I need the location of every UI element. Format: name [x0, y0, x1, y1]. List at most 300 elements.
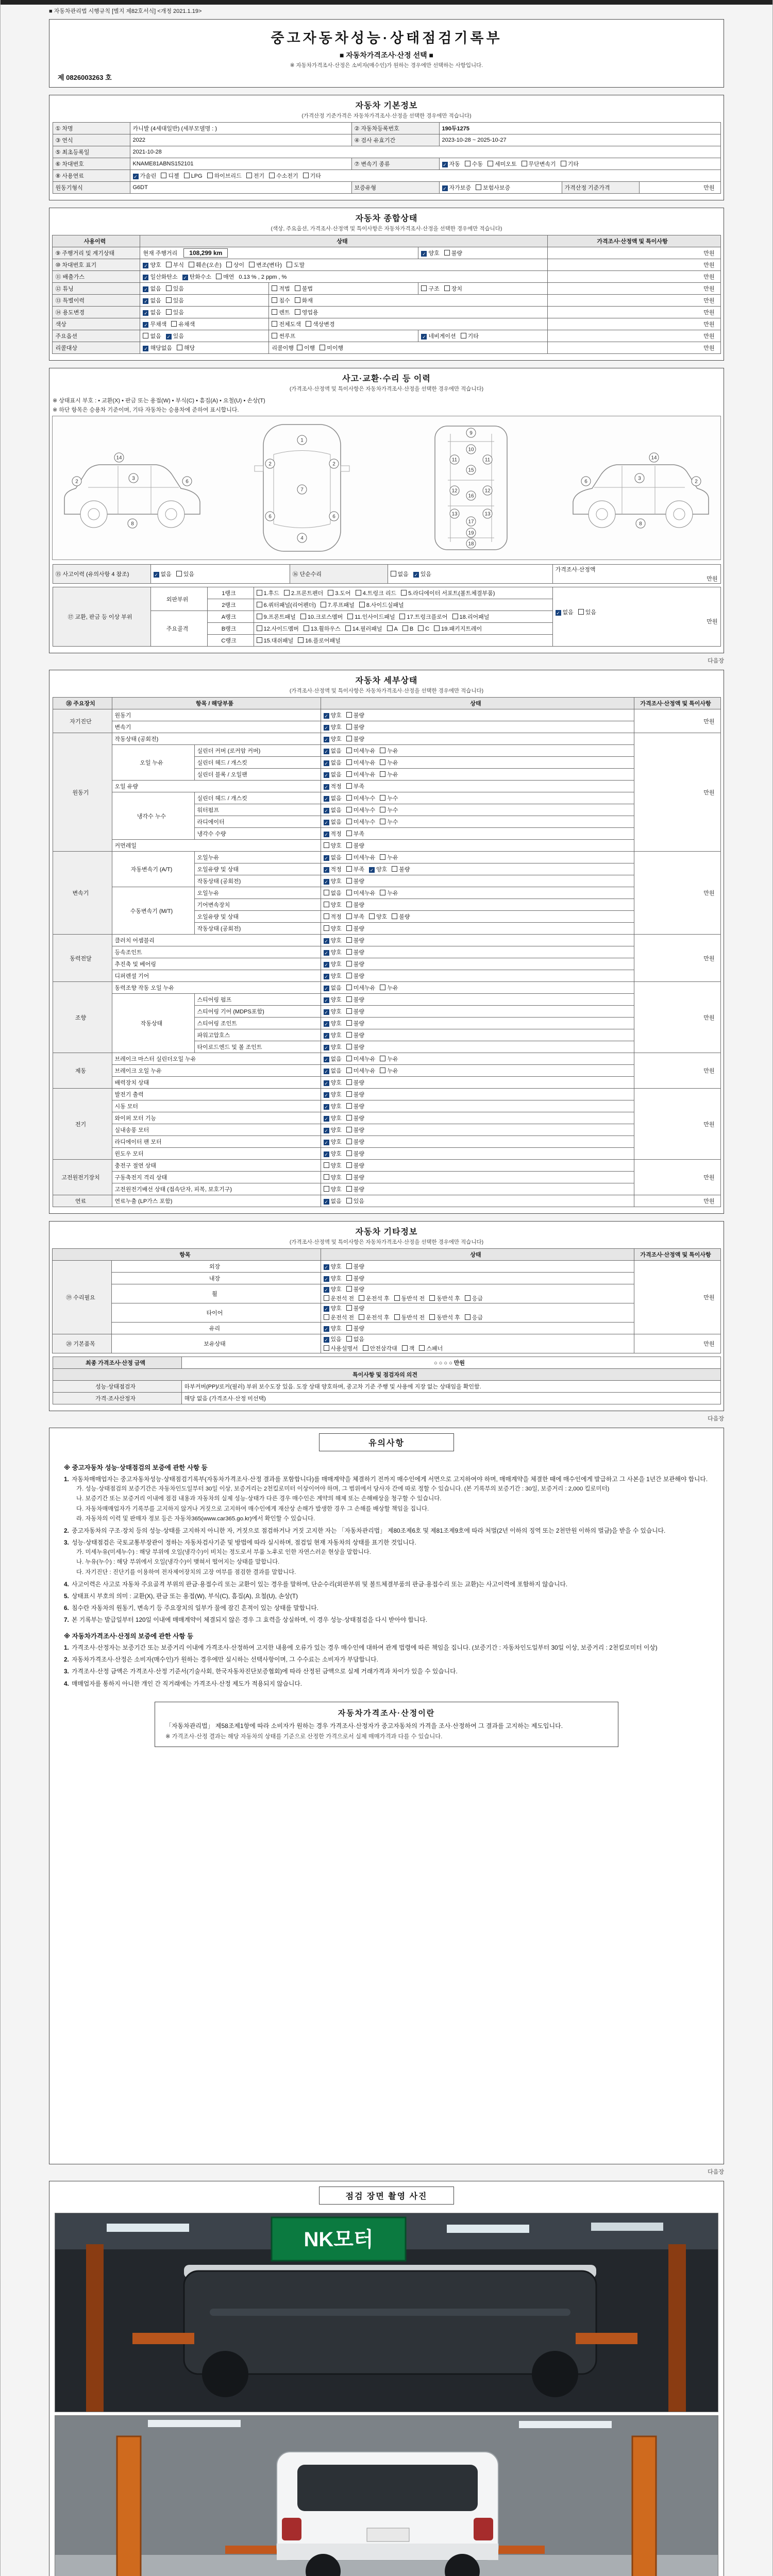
checkbox-option[interactable] [346, 912, 364, 921]
checkbox[interactable] [324, 842, 329, 848]
checkbox-option[interactable] [346, 1102, 364, 1110]
checkbox-option[interactable] [488, 160, 517, 168]
checkbox-option[interactable] [284, 589, 323, 597]
checkbox-option[interactable] [324, 972, 342, 980]
checkbox-option[interactable] [324, 924, 342, 933]
checkbox[interactable] [272, 321, 277, 327]
checkbox[interactable] [257, 614, 262, 619]
checkbox[interactable] [346, 1127, 352, 1132]
checkbox-option[interactable] [346, 1114, 364, 1122]
checkbox[interactable]: ✓ [324, 1307, 328, 1312]
checkbox-option[interactable] [346, 936, 364, 944]
checkbox-option[interactable] [418, 625, 429, 632]
checkbox-option[interactable] [346, 972, 364, 980]
checkbox[interactable] [346, 771, 352, 777]
checkbox[interactable] [380, 985, 385, 990]
checkbox-option[interactable] [166, 284, 184, 293]
checkbox[interactable] [363, 1345, 368, 1351]
checkbox-option[interactable] [346, 901, 364, 909]
checkbox-option[interactable] [324, 995, 342, 1004]
checkbox-option[interactable] [324, 1066, 342, 1075]
checkbox-option[interactable] [324, 948, 342, 956]
checkbox-option[interactable] [392, 865, 410, 873]
checkbox[interactable] [346, 736, 352, 741]
checkbox[interactable]: ✓ [324, 761, 328, 766]
checkbox[interactable]: ✓ [443, 162, 447, 167]
checkbox-option[interactable] [380, 1066, 398, 1075]
checkbox[interactable] [189, 262, 194, 267]
checkbox-option[interactable] [346, 794, 376, 802]
checkbox-option[interactable] [171, 320, 195, 328]
checkbox-option[interactable] [465, 1294, 483, 1302]
checkbox[interactable] [421, 285, 427, 291]
checkbox-option[interactable] [346, 1043, 364, 1051]
checkbox-option[interactable] [257, 613, 296, 621]
checkbox[interactable] [461, 333, 466, 338]
checkbox-option[interactable] [133, 172, 157, 180]
checkbox[interactable] [429, 1295, 435, 1301]
checkbox-option[interactable] [346, 1262, 364, 1270]
checkbox[interactable] [561, 161, 566, 166]
checkbox[interactable] [346, 1162, 352, 1168]
checkbox[interactable] [380, 819, 385, 824]
checkbox[interactable] [346, 1032, 352, 1038]
checkbox-option[interactable] [257, 636, 294, 645]
checkbox-option[interactable] [143, 320, 166, 328]
checkbox-option[interactable] [189, 261, 222, 269]
checkbox-option[interactable] [246, 172, 264, 180]
checkbox[interactable] [257, 590, 262, 596]
checkbox-option[interactable] [346, 1007, 364, 1015]
checkbox[interactable] [346, 996, 352, 1002]
checkbox[interactable]: ✓ [324, 1010, 328, 1015]
checkbox[interactable]: ✓ [324, 785, 328, 790]
checkbox[interactable]: ✓ [324, 1105, 328, 1110]
checkbox-option[interactable] [476, 183, 510, 192]
checkbox[interactable] [324, 1314, 329, 1320]
checkbox-option[interactable] [442, 160, 460, 168]
checkbox[interactable] [303, 173, 309, 178]
checkbox-option[interactable] [346, 723, 364, 731]
checkbox[interactable]: ✓ [324, 1128, 328, 1133]
checkbox-option[interactable] [346, 1090, 364, 1098]
checkbox-option[interactable] [380, 794, 398, 802]
checkbox[interactable] [328, 590, 333, 596]
checkbox[interactable]: ✓ [324, 951, 328, 956]
checkbox-option[interactable] [324, 1173, 342, 1181]
checkbox-option[interactable] [324, 794, 342, 802]
checkbox-option[interactable] [346, 889, 376, 897]
checkbox-option[interactable] [346, 1149, 364, 1158]
checkbox-option[interactable] [324, 865, 342, 873]
checkbox[interactable] [346, 866, 352, 872]
checkbox[interactable] [226, 262, 232, 267]
checkbox-option[interactable] [324, 889, 342, 897]
checkbox[interactable] [402, 1345, 408, 1351]
checkbox[interactable] [347, 614, 353, 619]
checkbox[interactable] [346, 854, 352, 860]
checkbox-option[interactable] [401, 589, 495, 597]
checkbox[interactable]: ✓ [324, 749, 328, 754]
checkbox[interactable] [346, 1174, 352, 1180]
checkbox[interactable] [346, 890, 352, 895]
checkbox-option[interactable] [346, 1304, 364, 1312]
checkbox-option[interactable] [392, 912, 410, 921]
checkbox[interactable] [295, 285, 300, 291]
checkbox-option[interactable] [324, 758, 342, 767]
checkbox[interactable]: ✓ [183, 275, 187, 280]
checkbox[interactable]: ✓ [324, 1287, 328, 1293]
checkbox[interactable] [380, 748, 385, 753]
checkbox-option[interactable] [324, 984, 342, 992]
checkbox[interactable]: ✓ [324, 1081, 328, 1086]
checkbox[interactable] [346, 1336, 352, 1342]
checkbox[interactable] [287, 262, 292, 267]
checkbox-option[interactable] [561, 160, 579, 168]
checkbox[interactable] [346, 949, 352, 955]
checkbox[interactable] [249, 262, 255, 267]
checkbox-option[interactable] [346, 1185, 364, 1193]
checkbox[interactable]: ✓ [133, 174, 138, 179]
checkbox[interactable] [380, 1067, 385, 1073]
checkbox[interactable] [346, 1139, 352, 1144]
checkbox-option[interactable] [346, 877, 364, 885]
checkbox[interactable]: ✓ [414, 572, 418, 578]
checkbox[interactable] [324, 902, 329, 907]
checkbox[interactable] [429, 1314, 435, 1320]
checkbox-option[interactable] [182, 273, 212, 281]
checkbox-option[interactable] [429, 1294, 460, 1302]
checkbox[interactable] [380, 1056, 385, 1061]
checkbox-option[interactable] [346, 829, 364, 838]
checkbox-option[interactable] [166, 261, 184, 269]
checkbox-option[interactable] [272, 320, 301, 328]
checkbox[interactable] [380, 890, 385, 895]
checkbox[interactable] [465, 1295, 470, 1301]
checkbox[interactable]: ✓ [324, 820, 328, 825]
checkbox-option[interactable] [394, 1294, 425, 1302]
checkbox[interactable] [346, 1008, 352, 1014]
checkbox-option[interactable] [380, 853, 398, 861]
checkbox-option[interactable] [177, 344, 195, 352]
checkbox-option[interactable] [421, 249, 439, 257]
checkbox-option[interactable] [419, 1344, 443, 1352]
checkbox-option[interactable] [346, 818, 376, 826]
checkbox[interactable] [161, 173, 166, 178]
checkbox[interactable] [346, 937, 352, 943]
checkbox-option[interactable] [324, 1324, 342, 1332]
checkbox[interactable] [346, 902, 352, 907]
checkbox-option[interactable] [324, 1114, 342, 1122]
checkbox[interactable] [346, 842, 352, 848]
checkbox[interactable]: ✓ [422, 251, 426, 257]
checkbox[interactable] [346, 1091, 352, 1097]
checkbox-option[interactable] [306, 320, 335, 328]
checkbox-option[interactable] [324, 877, 342, 885]
checkbox-option[interactable] [257, 624, 299, 633]
checkbox[interactable]: ✓ [324, 1022, 328, 1027]
checkbox[interactable] [300, 614, 306, 619]
checkbox-option[interactable] [402, 1344, 415, 1352]
checkbox-option[interactable] [324, 1090, 342, 1098]
checkbox-option[interactable] [346, 747, 376, 755]
checkbox-option[interactable] [324, 1197, 342, 1205]
checkbox[interactable] [346, 1044, 352, 1049]
checkbox-option[interactable] [324, 1078, 342, 1087]
checkbox[interactable] [356, 590, 361, 596]
checkbox-option[interactable] [346, 1078, 364, 1087]
checkbox[interactable] [418, 625, 424, 631]
checkbox-option[interactable] [324, 1294, 355, 1302]
checkbox[interactable] [346, 985, 352, 990]
checkbox-option[interactable] [143, 308, 161, 316]
checkbox-option[interactable] [346, 1019, 364, 1027]
checkbox-option[interactable] [272, 308, 290, 316]
checkbox-option[interactable] [324, 1031, 342, 1039]
checkbox-option[interactable] [346, 1055, 376, 1063]
checkbox[interactable] [488, 161, 493, 166]
checkbox[interactable] [444, 250, 450, 256]
checkbox-option[interactable] [369, 912, 387, 921]
checkbox[interactable]: ✓ [324, 974, 328, 979]
checkbox[interactable] [324, 913, 329, 919]
checkbox-option[interactable] [346, 1161, 364, 1170]
checkbox-option[interactable] [346, 806, 376, 814]
checkbox-option[interactable] [295, 308, 318, 316]
checkbox-option[interactable] [346, 770, 376, 778]
checkbox-option[interactable] [346, 865, 364, 873]
checkbox[interactable] [272, 309, 277, 315]
checkbox[interactable] [298, 637, 304, 643]
checkbox[interactable] [444, 285, 450, 291]
checkbox-option[interactable] [346, 1066, 376, 1075]
checkbox[interactable]: ✓ [324, 1140, 328, 1145]
checkbox-option[interactable] [444, 284, 462, 293]
checkbox[interactable] [346, 1186, 352, 1192]
checkbox-option[interactable] [324, 936, 342, 944]
checkbox-option[interactable] [324, 1185, 342, 1193]
checkbox-option[interactable] [452, 613, 490, 621]
checkbox[interactable] [391, 571, 396, 577]
checkbox-option[interactable] [166, 296, 184, 304]
checkbox-option[interactable] [297, 344, 315, 352]
checkbox-option[interactable] [346, 1335, 364, 1343]
checkbox-option[interactable] [380, 758, 398, 767]
checkbox-option[interactable] [324, 723, 342, 731]
checkbox[interactable]: ✓ [324, 725, 328, 731]
checkbox-option[interactable] [324, 1285, 342, 1293]
checkbox[interactable] [272, 297, 277, 303]
checkbox[interactable] [380, 759, 385, 765]
checkbox[interactable] [452, 614, 458, 619]
checkbox-option[interactable] [272, 296, 290, 304]
checkbox[interactable] [171, 321, 177, 327]
checkbox[interactable] [434, 625, 440, 631]
checkbox[interactable]: ✓ [324, 856, 328, 861]
checkbox[interactable] [346, 878, 352, 884]
checkbox[interactable] [295, 309, 300, 315]
checkbox[interactable] [346, 1150, 352, 1156]
checkbox[interactable] [465, 1314, 470, 1320]
checkbox[interactable] [346, 1079, 352, 1085]
checkbox[interactable] [324, 925, 329, 931]
checkbox[interactable]: ✓ [422, 334, 426, 340]
checkbox-option[interactable] [346, 1031, 364, 1039]
checkbox-option[interactable] [434, 624, 482, 633]
checkbox-option[interactable] [143, 284, 161, 293]
checkbox[interactable] [476, 184, 481, 190]
checkbox-option[interactable] [269, 172, 298, 180]
checkbox[interactable]: ✓ [324, 1152, 328, 1157]
checkbox-option[interactable] [154, 570, 172, 578]
checkbox[interactable] [207, 173, 213, 178]
checkbox-option[interactable] [324, 1149, 342, 1158]
checkbox-option[interactable] [465, 1313, 483, 1321]
checkbox[interactable] [324, 1186, 329, 1192]
checkbox-option[interactable] [465, 160, 483, 168]
checkbox[interactable]: ✓ [324, 962, 328, 968]
checkbox[interactable] [369, 913, 375, 919]
checkbox[interactable] [324, 1295, 329, 1301]
checkbox[interactable] [346, 712, 352, 718]
checkbox[interactable] [346, 748, 352, 753]
checkbox-option[interactable] [324, 782, 342, 790]
checkbox-option[interactable] [346, 924, 364, 933]
checkbox-option[interactable] [444, 249, 462, 257]
checkbox-option[interactable] [304, 624, 341, 633]
checkbox[interactable]: ✓ [144, 346, 148, 351]
checkbox[interactable]: ✓ [144, 275, 148, 280]
checkbox[interactable] [166, 262, 172, 267]
checkbox[interactable] [399, 614, 405, 619]
checkbox[interactable] [346, 1115, 352, 1121]
checkbox-option[interactable] [324, 901, 342, 909]
checkbox[interactable] [284, 590, 290, 596]
checkbox[interactable]: ✓ [324, 879, 328, 885]
checkbox-option[interactable] [346, 853, 376, 861]
checkbox[interactable] [166, 297, 172, 303]
checkbox-option[interactable] [143, 296, 161, 304]
checkbox-option[interactable] [369, 865, 387, 873]
checkbox-option[interactable] [324, 747, 342, 755]
checkbox-option[interactable] [522, 160, 556, 168]
checkbox[interactable] [324, 1162, 329, 1168]
checkbox-option[interactable] [380, 770, 398, 778]
checkbox-option[interactable] [295, 284, 313, 293]
checkbox[interactable]: ✓ [144, 263, 148, 268]
checkbox-option[interactable] [226, 261, 244, 269]
checkbox[interactable] [176, 571, 182, 577]
checkbox[interactable] [465, 161, 470, 166]
checkbox-option[interactable] [345, 624, 382, 633]
checkbox[interactable] [143, 333, 148, 338]
checkbox[interactable]: ✓ [324, 808, 328, 814]
checkbox[interactable]: ✓ [324, 796, 328, 802]
checkbox-option[interactable] [324, 1161, 342, 1170]
checkbox-option[interactable] [303, 172, 321, 180]
checkbox[interactable] [359, 1314, 364, 1320]
checkbox[interactable] [346, 1198, 352, 1204]
checkbox-option[interactable] [346, 1274, 364, 1282]
checkbox-option[interactable] [346, 1126, 364, 1134]
checkbox[interactable] [321, 602, 326, 607]
checkbox-option[interactable] [402, 625, 413, 632]
checkbox[interactable] [272, 333, 277, 338]
checkbox[interactable] [419, 1345, 425, 1351]
checkbox-option[interactable] [176, 570, 194, 578]
checkbox-option[interactable] [394, 1313, 425, 1321]
checkbox[interactable] [380, 854, 385, 860]
checkbox[interactable] [295, 297, 300, 303]
checkbox-option[interactable] [359, 601, 404, 609]
checkbox-option[interactable] [143, 261, 161, 269]
checkbox[interactable] [306, 321, 311, 327]
checkbox[interactable]: ✓ [154, 572, 158, 578]
checkbox-option[interactable] [363, 1344, 397, 1352]
checkbox-option[interactable] [324, 1019, 342, 1027]
checkbox[interactable] [380, 795, 385, 801]
checkbox[interactable]: ✓ [324, 986, 328, 991]
checkbox[interactable] [246, 173, 252, 178]
checkbox[interactable] [304, 625, 309, 631]
checkbox-option[interactable] [216, 273, 234, 281]
checkbox-option[interactable] [207, 172, 242, 180]
checkbox[interactable] [346, 831, 352, 836]
checkbox[interactable] [177, 345, 182, 350]
checkbox[interactable] [346, 1263, 352, 1269]
checkbox-option[interactable] [346, 782, 364, 790]
checkbox[interactable] [387, 625, 393, 631]
checkbox[interactable] [184, 173, 190, 178]
checkbox[interactable]: ✓ [324, 1277, 328, 1282]
checkbox-option[interactable] [346, 841, 364, 850]
checkbox-option[interactable] [429, 1313, 460, 1321]
checkbox[interactable]: ✓ [324, 737, 328, 742]
checkbox-option[interactable] [346, 960, 364, 968]
checkbox-option[interactable] [324, 1304, 342, 1312]
checkbox[interactable] [346, 783, 352, 789]
checkbox[interactable]: ✓ [324, 1116, 328, 1122]
checkbox[interactable] [346, 1067, 352, 1073]
checkbox[interactable] [346, 1275, 352, 1281]
checkbox-option[interactable] [298, 636, 340, 645]
checkbox[interactable] [320, 345, 325, 350]
checkbox[interactable] [392, 913, 397, 919]
checkbox-option[interactable] [346, 711, 364, 719]
checkbox[interactable] [380, 807, 385, 812]
checkbox[interactable] [359, 602, 365, 607]
checkbox-option[interactable] [324, 1055, 342, 1063]
checkbox-option[interactable] [324, 841, 342, 850]
checkbox-option[interactable] [380, 984, 398, 992]
checkbox[interactable]: ✓ [324, 1057, 328, 1062]
checkbox-option[interactable] [413, 570, 431, 578]
checkbox[interactable]: ✓ [324, 1265, 328, 1270]
checkbox[interactable] [269, 173, 275, 178]
checkbox-option[interactable] [324, 1344, 358, 1352]
checkbox-option[interactable] [346, 735, 364, 743]
checkbox[interactable]: ✓ [369, 868, 374, 873]
checkbox[interactable]: ✓ [324, 939, 328, 944]
checkbox-option[interactable] [380, 1055, 398, 1063]
checkbox[interactable]: ✓ [144, 299, 148, 304]
checkbox-option[interactable] [324, 829, 342, 838]
checkbox[interactable] [522, 161, 527, 166]
checkbox-option[interactable] [328, 589, 350, 597]
checkbox[interactable]: ✓ [144, 311, 148, 316]
checkbox[interactable] [257, 602, 262, 607]
checkbox[interactable] [346, 1056, 352, 1061]
